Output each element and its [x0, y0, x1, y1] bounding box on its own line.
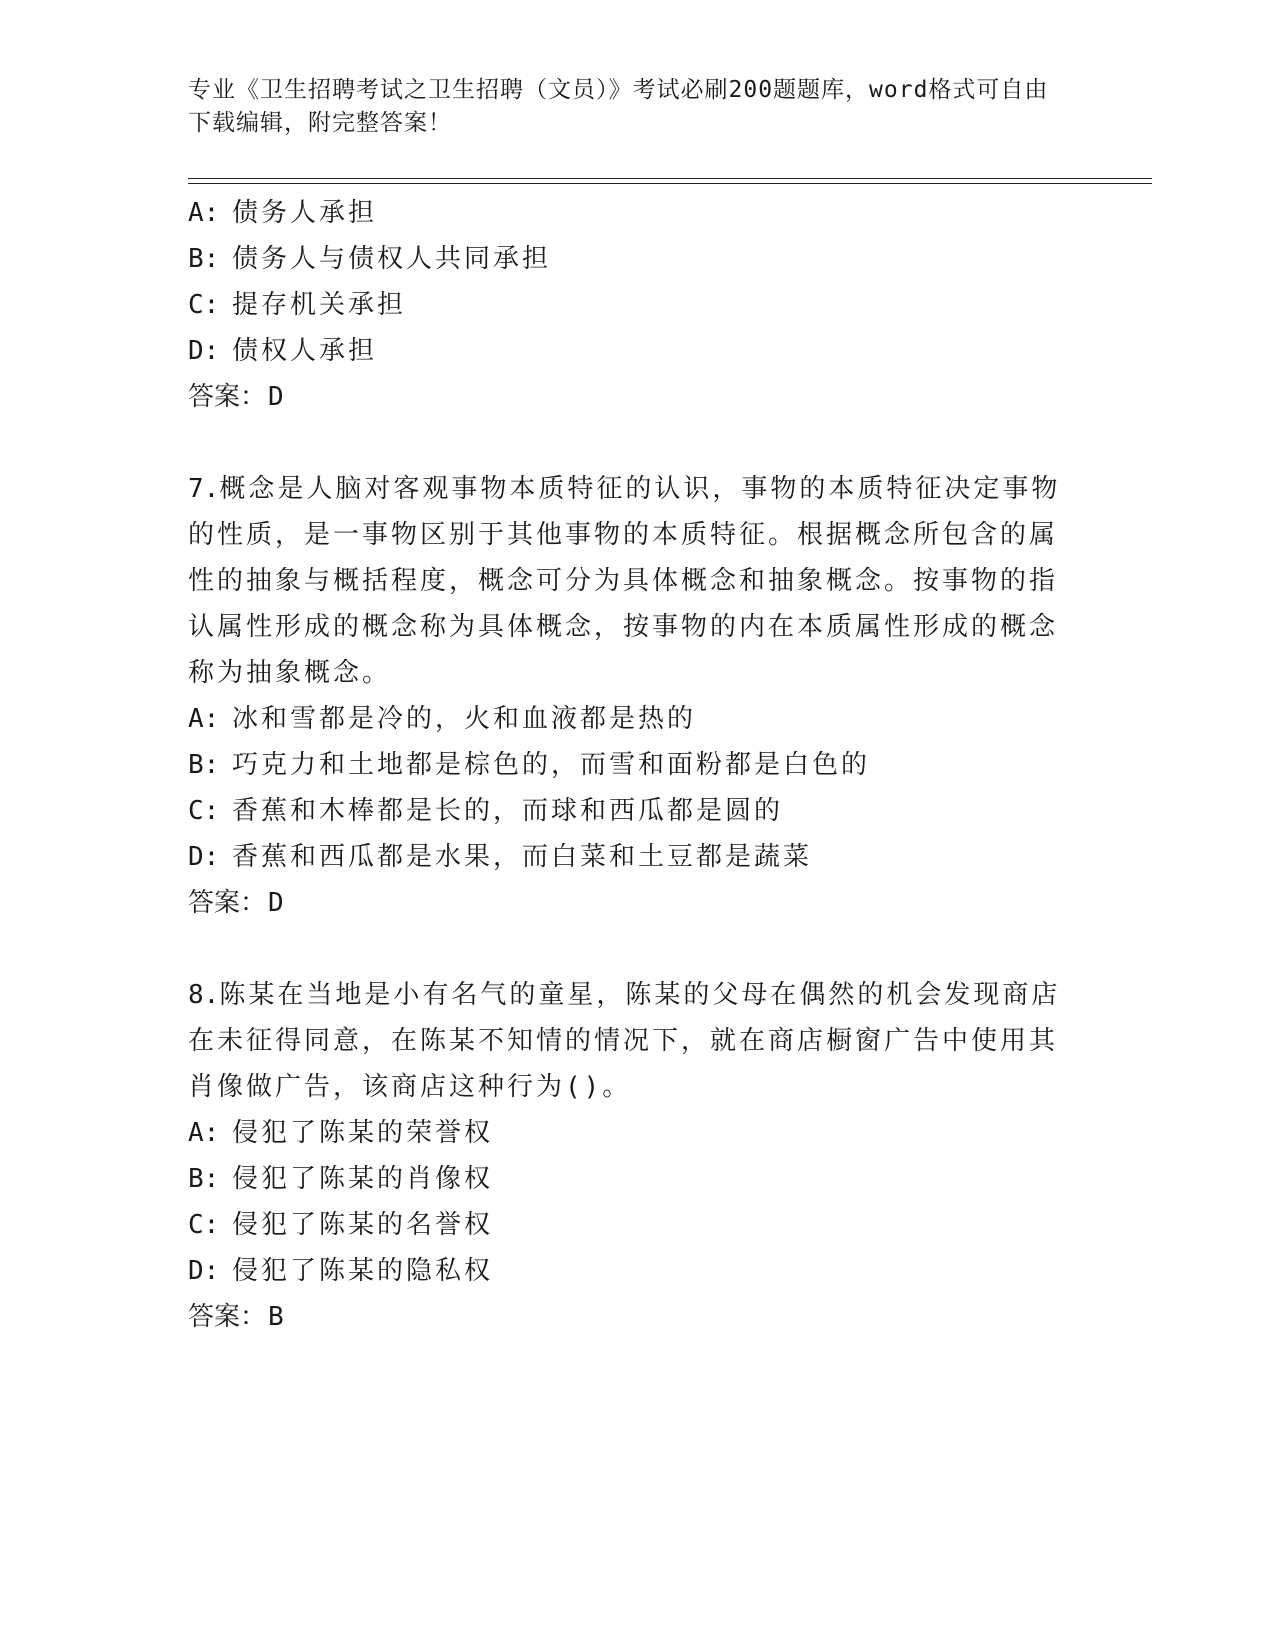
- option-key: D:: [188, 842, 220, 872]
- question-block: [188, 466, 1078, 926]
- answer-line: [188, 880, 1078, 926]
- option-key: B:: [188, 750, 220, 780]
- answer-label: 答案：: [188, 888, 267, 918]
- question-block: [188, 972, 1078, 1340]
- option-d: [188, 834, 1078, 880]
- option-key: D:: [188, 336, 220, 366]
- question-text: [188, 972, 1078, 1110]
- option-text: 侵犯了陈某的肖像权: [232, 1164, 494, 1194]
- option-text: 冰和雪都是冷的，火和血液都是热的: [232, 704, 697, 734]
- option-key: C:: [188, 796, 220, 826]
- answer-value: D: [268, 382, 284, 412]
- answer-line: [188, 1294, 1078, 1340]
- option-text: 香蕉和木棒都是长的，而球和西瓜都是圆的: [232, 796, 784, 826]
- option-key: A:: [188, 1118, 220, 1148]
- option-c: [188, 788, 1078, 834]
- document-body: [188, 190, 1078, 1340]
- option-key: A:: [188, 198, 220, 228]
- option-key: B:: [188, 1164, 220, 1194]
- option-b: [188, 742, 1078, 788]
- answer-line: [188, 374, 1078, 420]
- answer-label: 答案：: [188, 1302, 267, 1332]
- option-text: 巧克力和土地都是棕色的，而雪和面粉都是白色的: [232, 750, 871, 780]
- option-c: [188, 1202, 1078, 1248]
- option-key: B:: [188, 244, 220, 274]
- option-key: D:: [188, 1256, 220, 1286]
- option-a: [188, 1110, 1078, 1156]
- option-text: 债权人承担: [232, 336, 378, 366]
- option-b: [188, 1156, 1078, 1202]
- option-a: [188, 696, 1078, 742]
- question-body: 陈某在当地是小有名气的童星，陈某的父母在偶然的机会发现商店在未征得同意，在陈某不知情的情况下，就在商店橱窗广告中使用其肖像做广告，该商店这种行为()。: [188, 980, 1061, 1102]
- question-number: 7.: [188, 474, 220, 504]
- option-b: [188, 236, 1078, 282]
- option-text: 侵犯了陈某的荣誉权: [232, 1118, 494, 1148]
- header-divider-bottom: [188, 183, 1152, 184]
- question-number: 8.: [188, 980, 220, 1010]
- option-key: A:: [188, 704, 220, 734]
- option-c: [188, 282, 1078, 328]
- option-text: 香蕉和西瓜都是水果，而白菜和土豆都是蔬菜: [232, 842, 813, 872]
- option-text: 侵犯了陈某的隐私权: [232, 1256, 494, 1286]
- question-text: [188, 466, 1078, 696]
- question-body: 概念是人脑对客观事物本质特征的认识，事物的本质特征决定事物的性质，是一事物区别于其他事物的本质特征。根据概念所包含的属性的抽象与概括程度，概念可分为具体概念和抽象概念。按事物的指认属性形成的概念称为具体概念，按事物的内在本质属性形成的概念称为抽象概念。: [188, 474, 1061, 688]
- option-text: 侵犯了陈某的名誉权: [232, 1210, 494, 1240]
- option-key: C:: [188, 1210, 220, 1240]
- document-header: 专业《卫生招聘考试之卫生招聘（文员）》考试必刷200题题库，word格式可自由下载编辑，附完整答案！: [188, 77, 1049, 136]
- option-text: 债务人承担: [232, 198, 378, 228]
- answer-value: B: [268, 1302, 284, 1332]
- option-d: [188, 1248, 1078, 1294]
- option-text: 债务人与债权人共同承担: [232, 244, 552, 274]
- answer-label: 答案：: [188, 382, 267, 412]
- option-a: [188, 190, 1078, 236]
- answer-value: D: [268, 888, 284, 918]
- option-key: C:: [188, 290, 220, 320]
- option-d: [188, 328, 1078, 374]
- header-divider-top: [188, 178, 1152, 179]
- question-block: [188, 190, 1078, 420]
- option-text: 提存机关承担: [232, 290, 407, 320]
